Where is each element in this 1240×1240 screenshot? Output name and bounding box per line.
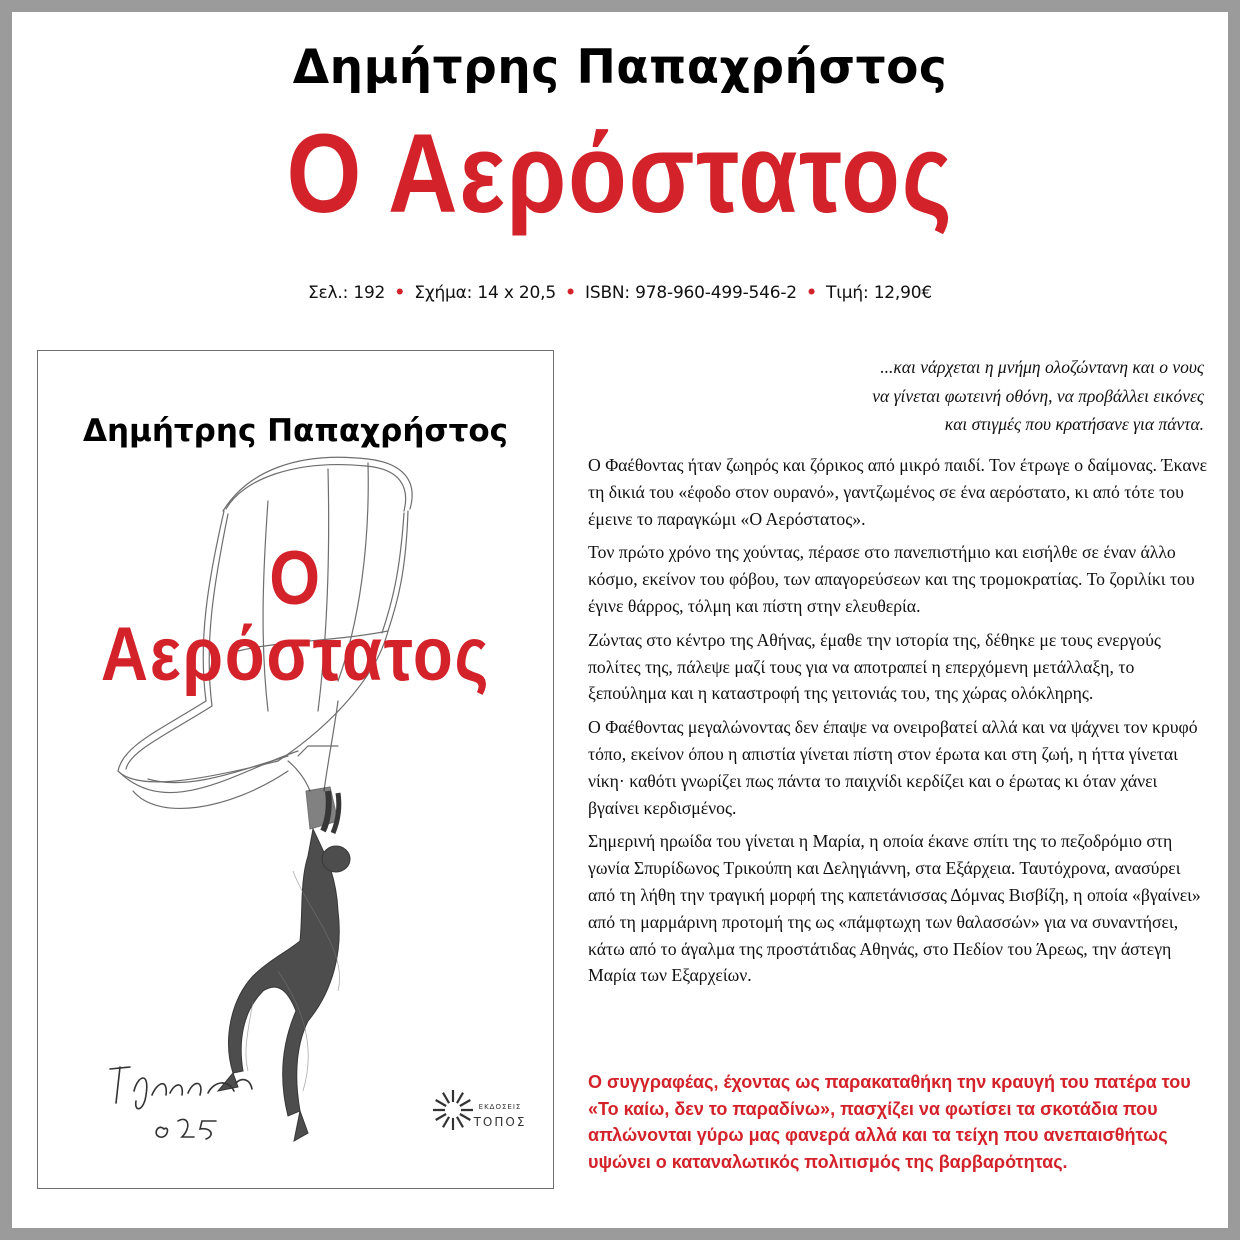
book-meta (0, 283, 1240, 303)
publisher-name: ΤΟΠΟΣ (473, 1115, 527, 1129)
meta-format: Σχήμα: 14 x 20,5 (414, 283, 556, 303)
epigraph-quote (600, 353, 1204, 439)
description-paragraph: Ο Φαέθοντας ήταν ζωηρός και ζόρικος από μικρό παιδί. Τον έτρωγε ο δαίμονας. Έκανε τη δικιά του «έφοδο στον ουρανό», γαντζωμένος σε ένα αερόστατο, κι από τότε του έμεινε το παραγκώμι «Ο Αερόστατος». (588, 455, 1208, 529)
publisher-logo (430, 1079, 540, 1139)
quote-line: να γίνεται φωτεινή οθόνη, να προβάλλει εικόνες (872, 385, 1204, 406)
description-paragraph: Σημερινή ηρωίδα του γίνεται η Μαρία, η οποία έκανε σπίτι της το πεζοδρόμιο στη γωνία Σπυρίδωνος Τρικούπη και Δεληγιάννη, στα Εξάρχεια. Ταυτόχρονα, ανασύρει από τη λήθη την τραγική μορφή της καπετάνισσας Δόμνας Βισβίζη, η οποία «βγαίνει» από τη μαρμάρινη προτομή της ως «πάμφτωχη των θαλασσών» για να συναντήσει, κάτω από το άγαλμα της προστάτιδας Αθηνάς, στο Πεδίον του Άρεως, την άστεγη Μαρία των Εξαρχείων. (588, 831, 1201, 986)
cover-author: Δημήτρης Παπαχρήστος (82, 413, 509, 449)
description-paragraph: Τον πρώτο χρόνο της χούντας, πέρασε στο πανεπιστήμιο και εισήλθε σε έναν άλλο κόσμο, εκείνον του φόβου, των απαγορεύσεων και της τρομοκρατίας. Το ζοριλίκι του έγινε θάρρος, τόλμη και πίστη στην ελευθερία. (588, 542, 1195, 616)
quote-line: και στιγμές που κρατήσανε για πάντα. (944, 414, 1204, 434)
description-paragraph: Ζώντας στο κέντρο της Αθήνας, έμαθε την ιστορία της, δέθηκε με τους ενεργούς πολίτες της, πάλεψε μαζί τους για να αποτραπεί η επερχόμενη μετάλλαξη, το ξεπούλημα και η καταστροφή της γειτονιάς του, της χώρας ολόκληρης. (588, 629, 1161, 704)
description-paragraph: Ο Φαέθοντας μεγαλώνοντας δεν έπαψε να ονειροβατεί αλλά και να ψάχνει τον κρυφό τόπο, εκείνον όπου η απιστία γίνεται πίστη στον έρωτα και στη ζωή, η ήττα γίνεται νίκη· καθότι γνωρίζει πως πάντα το παιχνίδι κερδίζει και ο έρωτας κι όταν χάνει βγαίνει κερδισμένος. (588, 717, 1198, 818)
meta-separator: • (394, 283, 406, 303)
closing-paragraph: Ο συγγραφέας, έχοντας ως παρακαταθήκη την κραυγή του πατέρα του «Το καίω, δεν το παραδίνω», πασχίζει να φωτίσει τα σκοτάδια που απλώνονται γύρω μας φανερά αλλά και τα τείχη που ανεπαισθήτως υψώνει ο καταναλωτικός πολιτισμός της βαρβαρότητας. (588, 1072, 1191, 1173)
meta-pages: Σελ.: 192 (308, 283, 386, 303)
book-description (588, 452, 1208, 996)
author-name: Δημήτρης Παπαχρήστος (292, 40, 948, 95)
meta-separator: • (565, 283, 576, 303)
closing-statement (588, 1069, 1208, 1176)
publisher-label: ΕΚΔΟΣΕΙΣ (478, 1103, 522, 1111)
book-cover (37, 350, 554, 1189)
balloon-sketch-illustration (38, 351, 554, 1189)
meta-isbn: ISBN: 978-960-499-546-2 (585, 283, 797, 303)
meta-price: Τιμή: 12,90€ (826, 283, 932, 303)
quote-line: ...και νάρχεται η μνήμη ολοζώντανη και ο νους (880, 357, 1204, 377)
meta-separator: • (806, 283, 817, 303)
book-title: Ο Αερόστατος (286, 111, 954, 236)
cover-title: Ο Αερόστατος (100, 536, 491, 697)
